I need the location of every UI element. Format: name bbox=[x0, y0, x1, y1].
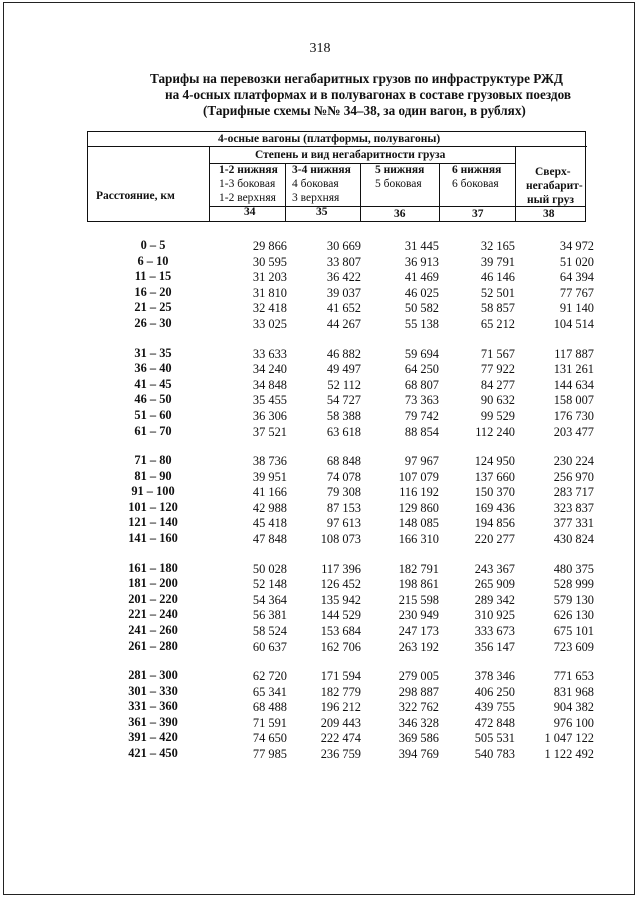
tariff-cell-37: 46 146 bbox=[480, 270, 515, 285]
tariff-cell-34: 45 418 bbox=[252, 516, 287, 531]
tariff-cell-36: 68 807 bbox=[404, 377, 439, 392]
tariff-cell-38: 283 717 bbox=[553, 485, 594, 500]
tariff-cell-38: 77 767 bbox=[559, 285, 594, 300]
tariff-cell-38: 158 007 bbox=[553, 393, 594, 408]
tariff-cell-37: 112 240 bbox=[475, 424, 515, 439]
tariff-cell-35: 171 594 bbox=[320, 669, 361, 683]
tariff-cell-37: 52 501 bbox=[480, 285, 515, 300]
tariff-cell-35: 196 212 bbox=[320, 700, 361, 715]
tariff-cell-34: 50 028 bbox=[252, 561, 287, 576]
tariff-cell-36: 394 769 bbox=[398, 747, 439, 761]
title-line-3: (Тарифные схемы №№ 34–38, за один вагон, в рублях) bbox=[203, 103, 526, 118]
tariff-cell-36: 279 005 bbox=[398, 669, 439, 683]
tariff-cell-36: 36 913 bbox=[404, 254, 439, 269]
tariff-cell-36: 79 742 bbox=[404, 408, 439, 423]
distance-cell: 51 – 60 bbox=[134, 407, 172, 422]
tariff-cell-36: 247 173 bbox=[398, 623, 439, 638]
tariff-cell-38: 203 477 bbox=[553, 424, 594, 439]
tariff-cell-38: 176 730 bbox=[553, 408, 594, 423]
distance-cell: 301 – 330 bbox=[128, 683, 178, 698]
tariff-cell-37: 99 529 bbox=[480, 408, 515, 423]
tariff-cell-36: 59 694 bbox=[404, 346, 439, 361]
tariff-cell-34: 47 848 bbox=[252, 532, 287, 546]
tariff-cell-38: 1 122 492 bbox=[544, 747, 594, 761]
tariff-cell-37: 137 660 bbox=[474, 469, 515, 484]
tariff-cell-35: 182 779 bbox=[320, 684, 361, 699]
tariff-cell-38: 117 887 bbox=[554, 346, 594, 361]
distance-cell: 181 – 200 bbox=[128, 576, 178, 591]
tariff-cell-35: 209 443 bbox=[320, 715, 361, 730]
tariff-cell-38: 64 394 bbox=[559, 270, 594, 285]
tariff-cell-38: 51 020 bbox=[559, 254, 594, 269]
tariff-cell-36: 50 582 bbox=[404, 301, 439, 316]
tariff-cell-35: 52 112 bbox=[327, 377, 361, 392]
tariff-cell-38: 104 514 bbox=[553, 317, 594, 331]
tariff-cell-36: 263 192 bbox=[398, 639, 439, 654]
tariff-cell-37: 58 857 bbox=[480, 301, 515, 316]
tariff-cell-35: 162 706 bbox=[320, 639, 361, 654]
distance-cell: 391 – 420 bbox=[128, 730, 178, 745]
tariff-cell-34: 32 418 bbox=[252, 301, 287, 316]
tariff-cell-34: 54 364 bbox=[252, 592, 287, 607]
tariff-cell-37: 356 147 bbox=[474, 639, 515, 654]
tariff-cell-36: 88 854 bbox=[404, 424, 439, 439]
tariff-cell-38: 430 824 bbox=[553, 532, 594, 546]
tariff-cell-37: 71 567 bbox=[480, 346, 515, 361]
tariff-cell-36: 182 791 bbox=[398, 561, 439, 576]
tariff-cell-37: 289 342 bbox=[474, 592, 515, 607]
tariff-cell-35: 68 848 bbox=[326, 454, 361, 468]
tariff-cell-38: 144 634 bbox=[553, 377, 594, 392]
distance-cell: 6 – 10 bbox=[137, 253, 169, 268]
tariff-cell-34: 65 341 bbox=[252, 684, 287, 699]
tariff-cell-34: 31 810 bbox=[252, 285, 287, 300]
distance-cell: 331 – 360 bbox=[128, 699, 178, 714]
distance-cell: 61 – 70 bbox=[134, 423, 172, 438]
distance-cell: 16 – 20 bbox=[134, 284, 172, 299]
tariff-cell-35: 144 529 bbox=[320, 608, 361, 623]
tariff-cell-36: 215 598 bbox=[398, 592, 439, 607]
tariff-cell-34: 37 521 bbox=[252, 424, 287, 439]
col-number-35: 35 bbox=[316, 206, 328, 218]
tariff-cell-34: 77 985 bbox=[252, 747, 287, 761]
distance-cell: 0 – 5 bbox=[140, 238, 166, 252]
tariff-cell-34: 74 650 bbox=[252, 731, 287, 746]
tariff-cell-37: 265 909 bbox=[474, 577, 515, 592]
tariff-cell-35: 126 452 bbox=[320, 577, 361, 592]
tariff-cell-35: 222 474 bbox=[320, 731, 361, 746]
tariff-cell-34: 33 025 bbox=[252, 317, 287, 331]
tariff-cell-38: 771 653 bbox=[553, 669, 594, 683]
tariff-cell-37: 220 277 bbox=[474, 532, 515, 546]
tariff-cell-35: 135 942 bbox=[320, 592, 361, 607]
tariff-cell-35: 44 267 bbox=[326, 317, 361, 331]
tariff-cell-37: 310 925 bbox=[474, 608, 515, 623]
document-title bbox=[120, 71, 571, 119]
tariff-cell-36: 129 860 bbox=[398, 500, 439, 515]
tariff-cell-36: 148 085 bbox=[398, 516, 439, 531]
tariff-cell-38: 377 331 bbox=[553, 516, 594, 531]
tariff-cell-38: 976 100 bbox=[553, 715, 594, 730]
tariff-cell-37: 472 848 bbox=[474, 715, 515, 730]
tariff-cell-37: 84 277 bbox=[480, 377, 515, 392]
tariff-cell-36: 346 328 bbox=[398, 715, 439, 730]
tariff-cell-34: 56 381 bbox=[252, 608, 287, 623]
tariff-cell-36: 198 861 bbox=[398, 577, 439, 592]
tariff-cell-34: 41 166 bbox=[252, 485, 287, 500]
tariff-cell-34: 36 306 bbox=[252, 408, 287, 423]
tariff-cell-35: 54 727 bbox=[326, 393, 361, 408]
tariff-cell-34: 52 148 bbox=[252, 577, 287, 592]
tariff-cell-38: 323 837 bbox=[553, 500, 594, 515]
tariff-cell-38: 480 375 bbox=[553, 561, 594, 576]
tariff-cell-37: 65 212 bbox=[480, 317, 515, 331]
distance-cell: 71 – 80 bbox=[134, 453, 172, 467]
tariff-cell-38: 675 101 bbox=[553, 623, 594, 638]
distance-cell: 91 – 100 bbox=[131, 484, 175, 499]
tariff-cell-38: 34 972 bbox=[559, 239, 594, 253]
tariff-cell-34: 42 988 bbox=[252, 500, 287, 515]
col-number-36: 36 bbox=[394, 208, 406, 220]
col-number-37: 37 bbox=[472, 208, 484, 220]
distance-cell: 11 – 15 bbox=[134, 269, 172, 284]
distance-cell: 161 – 180 bbox=[128, 560, 178, 575]
tariff-cell-37: 150 370 bbox=[474, 485, 515, 500]
tariff-cell-36: 97 967 bbox=[404, 454, 439, 468]
tariff-cell-36: 31 445 bbox=[404, 239, 439, 253]
tariff-cell-35: 46 882 bbox=[326, 346, 361, 361]
tariff-cell-34: 31 203 bbox=[252, 270, 287, 285]
tariff-cell-38: 256 970 bbox=[553, 469, 594, 484]
tariff-cell-34: 60 637 bbox=[252, 639, 287, 654]
tariff-cell-34: 30 595 bbox=[252, 254, 287, 269]
tariff-cell-36: 55 138 bbox=[404, 317, 439, 331]
tariff-cell-34: 29 866 bbox=[252, 239, 287, 253]
tariff-cell-36: 369 586 bbox=[398, 731, 439, 746]
distance-cell: 26 – 30 bbox=[134, 316, 172, 330]
page-number: 318 bbox=[309, 41, 331, 56]
tariff-cell-35: 49 497 bbox=[326, 362, 361, 377]
tariff-cell-36: 107 079 bbox=[398, 469, 439, 484]
tariff-cell-38: 131 261 bbox=[553, 362, 594, 377]
tariff-cell-36: 322 762 bbox=[398, 700, 439, 715]
tariff-cell-37: 333 673 bbox=[474, 623, 515, 638]
tariff-cell-35: 117 396 bbox=[321, 561, 361, 576]
distance-cell: 101 – 120 bbox=[128, 499, 178, 514]
distance-cell: 41 – 45 bbox=[134, 376, 172, 391]
tariff-cell-35: 36 422 bbox=[326, 270, 361, 285]
tariff-cell-36: 230 949 bbox=[398, 608, 439, 623]
tariff-cell-36: 73 363 bbox=[404, 393, 439, 408]
distance-cell: 21 – 25 bbox=[134, 300, 172, 315]
tariff-cell-38: 91 140 bbox=[559, 301, 594, 316]
tariff-cell-37: 194 856 bbox=[474, 516, 515, 531]
tariff-cell-38: 626 130 bbox=[553, 608, 594, 623]
tariff-cell-37: 169 436 bbox=[474, 500, 515, 515]
tariff-cell-36: 41 469 bbox=[404, 270, 439, 285]
tariff-cell-35: 33 807 bbox=[326, 254, 361, 269]
tariff-cell-35: 30 669 bbox=[326, 239, 361, 253]
tariff-cell-36: 116 192 bbox=[399, 485, 439, 500]
table-header: 4-осные вагоны (платформы, полувагоны) Степень и вид негабаритности груза Расстояние, км 1-2 нижняя 1-3 боковая 1-2 верхняя 3-4 нижняя 4 боковая 3 верхняя 5 нижняя 5 боковая 6 нижняя 6 боковая Сверх- негабарит- ный груз 34 35 36 37 38 bbox=[87, 131, 586, 222]
tariff-cell-37: 378 346 bbox=[474, 669, 515, 683]
distance-cell: 281 – 300 bbox=[128, 668, 178, 682]
tariff-cell-38: 831 968 bbox=[553, 684, 594, 699]
header-subgroup: Степень и вид негабаритности груза bbox=[255, 149, 446, 161]
tariff-cell-36: 46 025 bbox=[404, 285, 439, 300]
distance-cell: 81 – 90 bbox=[134, 468, 172, 483]
tariff-cell-34: 38 736 bbox=[252, 454, 287, 468]
tariff-cell-38: 723 609 bbox=[553, 639, 594, 654]
tariff-cell-36: 166 310 bbox=[398, 532, 439, 546]
tariff-cell-38: 230 224 bbox=[553, 454, 594, 468]
tariff-cell-35: 58 388 bbox=[326, 408, 361, 423]
distance-cell: 221 – 240 bbox=[128, 607, 178, 622]
tariff-cell-37: 439 755 bbox=[474, 700, 515, 715]
tariff-cell-35: 236 759 bbox=[320, 747, 361, 761]
tariff-cell-34: 39 951 bbox=[252, 469, 287, 484]
tariff-cell-38: 904 382 bbox=[553, 700, 594, 715]
distance-cell: 121 – 140 bbox=[128, 515, 178, 530]
tariff-cell-37: 406 250 bbox=[474, 684, 515, 699]
tariff-cell-38: 579 130 bbox=[553, 592, 594, 607]
distance-cell: 261 – 280 bbox=[128, 638, 178, 653]
tariff-cell-35: 79 308 bbox=[326, 485, 361, 500]
tariff-cell-35: 41 652 bbox=[326, 301, 361, 316]
tariff-cell-34: 58 524 bbox=[252, 623, 287, 638]
tariff-cell-37: 540 783 bbox=[474, 747, 515, 761]
tariff-cell-35: 87 153 bbox=[326, 500, 361, 515]
distance-cell: 36 – 40 bbox=[134, 361, 172, 376]
tariff-cell-34: 35 455 bbox=[252, 393, 287, 408]
tariff-cell-35: 63 618 bbox=[326, 424, 361, 439]
tariff-cell-34: 34 240 bbox=[252, 362, 287, 377]
tariff-cell-35: 97 613 bbox=[326, 516, 361, 531]
tariff-cell-35: 153 684 bbox=[320, 623, 361, 638]
col-number-38: 38 bbox=[543, 208, 555, 220]
tariff-cell-34: 33 633 bbox=[252, 346, 287, 361]
header-distance: Расстояние, км bbox=[96, 190, 175, 202]
tariff-cell-37: 124 950 bbox=[474, 454, 515, 468]
tariff-cell-37: 505 531 bbox=[474, 731, 515, 746]
tariff-cell-38: 528 999 bbox=[553, 577, 594, 592]
distance-cell: 46 – 50 bbox=[134, 392, 172, 407]
distance-cell: 141 – 160 bbox=[128, 531, 178, 545]
tariff-cell-37: 39 791 bbox=[480, 254, 515, 269]
tariff-cell-37: 77 922 bbox=[480, 362, 515, 377]
tariff-cell-34: 34 848 bbox=[252, 377, 287, 392]
tariff-cell-37: 243 367 bbox=[474, 561, 515, 576]
distance-cell: 361 – 390 bbox=[128, 714, 178, 729]
distance-cell: 31 – 35 bbox=[134, 345, 172, 360]
distance-cell: 421 – 450 bbox=[128, 746, 178, 760]
tariff-cell-34: 62 720 bbox=[252, 669, 287, 683]
distance-cell: 201 – 220 bbox=[128, 591, 178, 606]
tariff-cell-36: 64 250 bbox=[404, 362, 439, 377]
tariff-cell-37: 32 165 bbox=[480, 239, 515, 253]
title-line-2: на 4-осных платформах и в полувагонах в составе грузовых поездов bbox=[165, 87, 571, 102]
title-line-1: Тарифы на перевозки негабаритных грузов по инфраструктуре РЖД bbox=[150, 71, 563, 86]
tariff-cell-36: 298 887 bbox=[398, 684, 439, 699]
tariff-cell-35: 39 037 bbox=[326, 285, 361, 300]
tariff-cell-34: 68 488 bbox=[252, 700, 287, 715]
header-group: 4-осные вагоны (платформы, полувагоны) bbox=[218, 133, 441, 145]
col-number-34: 34 bbox=[244, 206, 256, 218]
tariff-cell-35: 108 073 bbox=[320, 532, 361, 546]
distance-cell: 241 – 260 bbox=[128, 622, 178, 637]
tariff-cell-34: 71 591 bbox=[252, 715, 287, 730]
tariff-cell-37: 90 632 bbox=[480, 393, 515, 408]
tariff-cell-35: 74 078 bbox=[326, 469, 361, 484]
tariff-cell-38: 1 047 122 bbox=[544, 731, 594, 746]
